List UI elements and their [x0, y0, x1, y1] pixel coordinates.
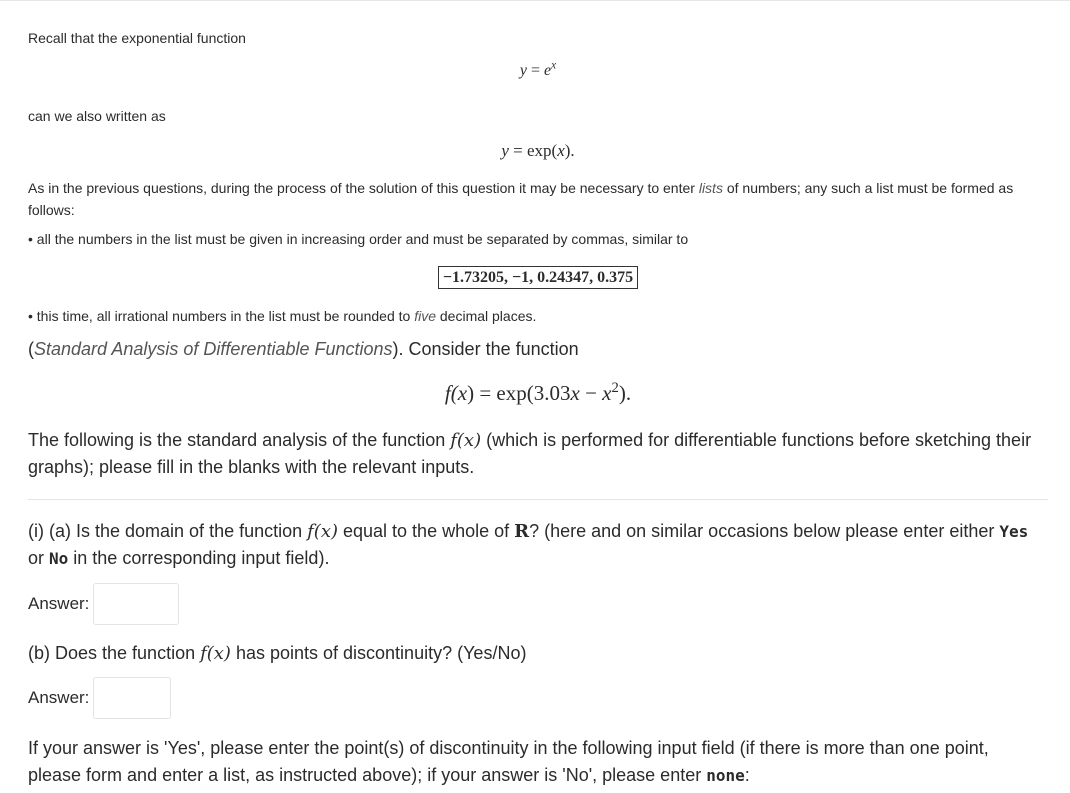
answer-row-1a	[28, 583, 179, 625]
answer-label-1b: Answer:	[28, 688, 90, 707]
question-1b: (b) Does the function f(x) has points of discontinuity? (Yes/No)	[28, 643, 527, 664]
answer-input-1a[interactable]	[93, 583, 179, 625]
section-divider	[28, 499, 1048, 500]
equation-exp-alt: y = exp(x).	[501, 141, 575, 160]
lists-instructions: As in the previous questions, during the process of the solution of this question it may be necessary to enter lists of numbers; any such a list must be formed as follows:	[28, 180, 1014, 218]
answer-input-1b[interactable]	[93, 677, 171, 719]
function-definition: $f(x) = \exp(3.03x - x^2)$.	[444, 380, 632, 405]
recall-text: Recall that the exponential function	[28, 30, 246, 46]
equation-exp: $y = e^x$	[519, 59, 557, 79]
answer-row-1b	[28, 677, 171, 719]
also-written-text: can we also written as	[28, 108, 166, 124]
answer-label-1a: Answer:	[28, 594, 90, 613]
bullet-increasing-order: • all the numbers in the list must be given in increasing order and must be separated by commas, similar to	[28, 231, 689, 247]
question-1a: (i) (a) Is the domain of the function f(x) equal to the whole of R? (here and on similar occasions below please enter either Yes or No in the corresponding input field).	[28, 521, 1029, 568]
example-list-box: −1.73205, −1, 0.24347, 0.375	[28, 266, 1048, 289]
top-divider	[0, 0, 1070, 1]
problem-heading: (Standard Analysis of Differentiable Functions). Consider the function	[28, 339, 579, 359]
discontinuity-instructions: If your answer is 'Yes', please enter the point(s) of discontinuity in the following input field (if there is more than one point, please form and enter a list, as instructed above); if your answer is 'No', please enter none:	[28, 738, 989, 785]
bullet-rounding: • this time, all irrational numbers in the list must be rounded to five decimal places.	[28, 308, 537, 324]
analysis-intro: The following is the standard analysis of the function f(x) (which is performed for differentiable functions before sketching their graphs); please fill in the blanks with the relevant inputs.	[28, 430, 1032, 477]
